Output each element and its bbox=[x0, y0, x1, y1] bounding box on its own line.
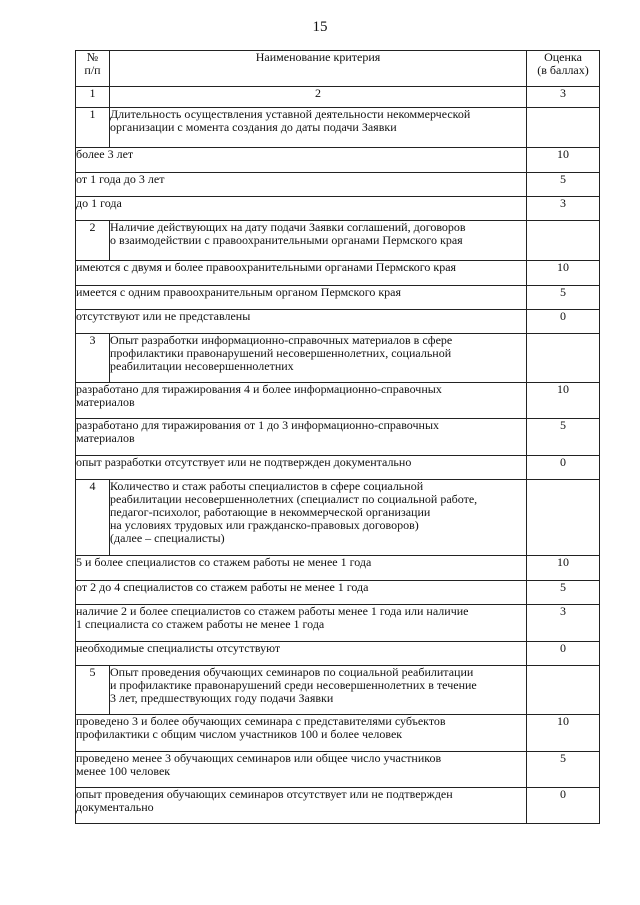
option-score: 0 bbox=[527, 456, 600, 480]
criterion-name-line: реабилитации несовершеннолетних bbox=[110, 359, 294, 373]
option-row bbox=[76, 456, 600, 480]
option-score: 0 bbox=[527, 310, 600, 334]
option-row bbox=[76, 556, 600, 581]
option-score: 3 bbox=[527, 197, 600, 221]
header-number-line1: № bbox=[86, 50, 99, 64]
option-score: 3 bbox=[527, 605, 600, 642]
option-row bbox=[76, 752, 600, 788]
criterion-name-line: 3 лет, предшествующих году подачи Заявки bbox=[110, 691, 334, 705]
option-text-line: проведено 3 и более обучающих семинара с представителями субъектов bbox=[76, 714, 446, 728]
criterion-number: 3 bbox=[76, 334, 110, 383]
header-number-line2: п/п bbox=[84, 63, 101, 77]
criterion-name-line: профилактики правонарушений несовершеннолетних, социальной bbox=[110, 346, 452, 360]
option-row bbox=[76, 286, 600, 310]
option-text-line: опыт разработки отсутствует или не подтвержден документально bbox=[76, 455, 412, 469]
option-row bbox=[76, 173, 600, 197]
column-index-3: 3 bbox=[527, 87, 600, 108]
option-text-line: необходимые специалисты отсутствуют bbox=[76, 641, 281, 655]
header-score-line1: Оценка bbox=[544, 50, 582, 64]
criteria-table bbox=[75, 50, 600, 824]
criterion-number: 4 bbox=[76, 480, 110, 556]
option-text bbox=[76, 788, 527, 824]
criterion-name bbox=[110, 108, 527, 148]
option-score: 5 bbox=[527, 752, 600, 788]
option-text-line: более 3 лет bbox=[76, 147, 134, 161]
option-text bbox=[76, 715, 527, 752]
option-text-line: проведено менее 3 обучающих семинаров или общее число участников bbox=[76, 751, 442, 765]
criterion-name-line: о взаимодействии с правоохранительными органами Пермского края bbox=[110, 233, 463, 247]
option-text-line: опыт проведения обучающих семинаров отсутствует или не подтвержден bbox=[76, 787, 453, 801]
option-score: 10 bbox=[527, 383, 600, 419]
option-text-line: материалов bbox=[76, 431, 135, 445]
criterion-number: 5 bbox=[76, 666, 110, 715]
option-text bbox=[76, 310, 527, 334]
criterion-row bbox=[76, 480, 600, 556]
option-score: 10 bbox=[527, 715, 600, 752]
option-row bbox=[76, 261, 600, 286]
criterion-name-line: Наличие действующих на дату подачи Заявки соглашений, договоров bbox=[110, 220, 466, 234]
option-text bbox=[76, 752, 527, 788]
criterion-name-line: (далее – специалисты) bbox=[110, 531, 225, 545]
option-row bbox=[76, 642, 600, 666]
option-score: 0 bbox=[527, 642, 600, 666]
option-text bbox=[76, 581, 527, 605]
option-row bbox=[76, 419, 600, 456]
criterion-score-empty bbox=[527, 334, 600, 383]
option-text-line: имеются с двумя и более правоохранительными органами Пермского края bbox=[76, 260, 457, 274]
criterion-name bbox=[110, 221, 527, 261]
option-text bbox=[76, 456, 527, 480]
page-number: 15 bbox=[312, 19, 328, 35]
option-text bbox=[76, 642, 527, 666]
criterion-score-empty bbox=[527, 666, 600, 715]
option-text bbox=[76, 605, 527, 642]
option-row bbox=[76, 788, 600, 824]
criterion-name-line: Опыт разработки информационно-справочных материалов в сфере bbox=[110, 333, 453, 347]
criterion-name bbox=[110, 334, 527, 383]
column-index-1: 1 bbox=[76, 87, 110, 108]
criterion-score-empty bbox=[527, 480, 600, 556]
criterion-name-line: Длительность осуществления уставной деятельности некоммерческой bbox=[110, 107, 471, 121]
option-row bbox=[76, 605, 600, 642]
option-text-line: документально bbox=[76, 800, 154, 814]
option-score: 5 bbox=[527, 173, 600, 197]
table-header-row bbox=[76, 51, 600, 87]
option-text-line: разработано для тиражирования 4 и более информационно-справочных bbox=[76, 382, 442, 396]
criterion-row bbox=[76, 666, 600, 715]
option-text-line: профилактики с общим числом участников 100 и более человек bbox=[76, 727, 403, 741]
criterion-name-line: на условиях трудовых или гражданско-правовых договоров) bbox=[110, 518, 419, 532]
header-score-line2: (в баллах) bbox=[537, 63, 589, 77]
header-name-cell: Наименование критерия bbox=[110, 51, 527, 87]
criterion-name-line: Опыт проведения обучающих семинаров по социальной реабилитации bbox=[110, 665, 474, 679]
option-text bbox=[76, 261, 527, 286]
option-score: 0 bbox=[527, 788, 600, 824]
option-text-line: 1 специалиста со стажем работы не менее 1 года bbox=[76, 617, 325, 631]
option-text-line: отсутствуют или не представлены bbox=[76, 309, 251, 323]
option-text-line: наличие 2 и более специалистов со стажем работы менее 1 года или наличие bbox=[76, 604, 469, 618]
criterion-name-line: реабилитации несовершеннолетних (специалист по социальной работе, bbox=[110, 492, 478, 506]
option-row bbox=[76, 383, 600, 419]
criterion-name-line: организации с момента создания до даты подачи Заявки bbox=[110, 120, 397, 134]
criterion-score-empty bbox=[527, 108, 600, 148]
criterion-row bbox=[76, 334, 600, 383]
criterion-number: 2 bbox=[76, 221, 110, 261]
option-row bbox=[76, 310, 600, 334]
option-text-line: от 1 года до 3 лет bbox=[76, 172, 165, 186]
option-text-line: от 2 до 4 специалистов со стажем работы не менее 1 года bbox=[76, 580, 369, 594]
option-row bbox=[76, 581, 600, 605]
option-text bbox=[76, 148, 527, 173]
header-score-cell bbox=[527, 51, 600, 87]
option-text-line: материалов bbox=[76, 395, 135, 409]
option-score: 5 bbox=[527, 419, 600, 456]
option-text bbox=[76, 173, 527, 197]
criterion-row bbox=[76, 108, 600, 148]
option-text bbox=[76, 556, 527, 581]
option-text-line: до 1 года bbox=[76, 196, 122, 210]
criterion-number: 1 bbox=[76, 108, 110, 148]
option-score: 5 bbox=[527, 286, 600, 310]
option-text-line: менее 100 человек bbox=[76, 764, 171, 778]
option-row bbox=[76, 148, 600, 173]
option-score: 10 bbox=[527, 261, 600, 286]
criterion-name-line: и профилактике правонарушений среди несовершеннолетних в течение bbox=[110, 678, 477, 692]
criterion-name bbox=[110, 480, 527, 556]
option-text bbox=[76, 419, 527, 456]
option-score: 10 bbox=[527, 148, 600, 173]
criterion-name-line: педагог-психолог, работающие в некоммерческой организации bbox=[110, 505, 431, 519]
option-text-line: имеется с одним правоохранительным органом Пермского края bbox=[76, 285, 402, 299]
option-score: 5 bbox=[527, 581, 600, 605]
column-index-2: 2 bbox=[110, 87, 527, 108]
option-text bbox=[76, 197, 527, 221]
option-text bbox=[76, 286, 527, 310]
criterion-row bbox=[76, 221, 600, 261]
criterion-name-line: Количество и стаж работы специалистов в сфере социальной bbox=[110, 479, 424, 493]
header-number-cell bbox=[76, 51, 110, 87]
option-text-line: разработано для тиражирования от 1 до 3 информационно-справочных bbox=[76, 418, 440, 432]
option-score: 10 bbox=[527, 556, 600, 581]
option-text bbox=[76, 383, 527, 419]
option-text-line: 5 и более специалистов со стажем работы не менее 1 года bbox=[76, 555, 372, 569]
option-row bbox=[76, 197, 600, 221]
criterion-name bbox=[110, 666, 527, 715]
criterion-score-empty bbox=[527, 221, 600, 261]
column-index-row bbox=[76, 87, 600, 108]
option-row bbox=[76, 715, 600, 752]
